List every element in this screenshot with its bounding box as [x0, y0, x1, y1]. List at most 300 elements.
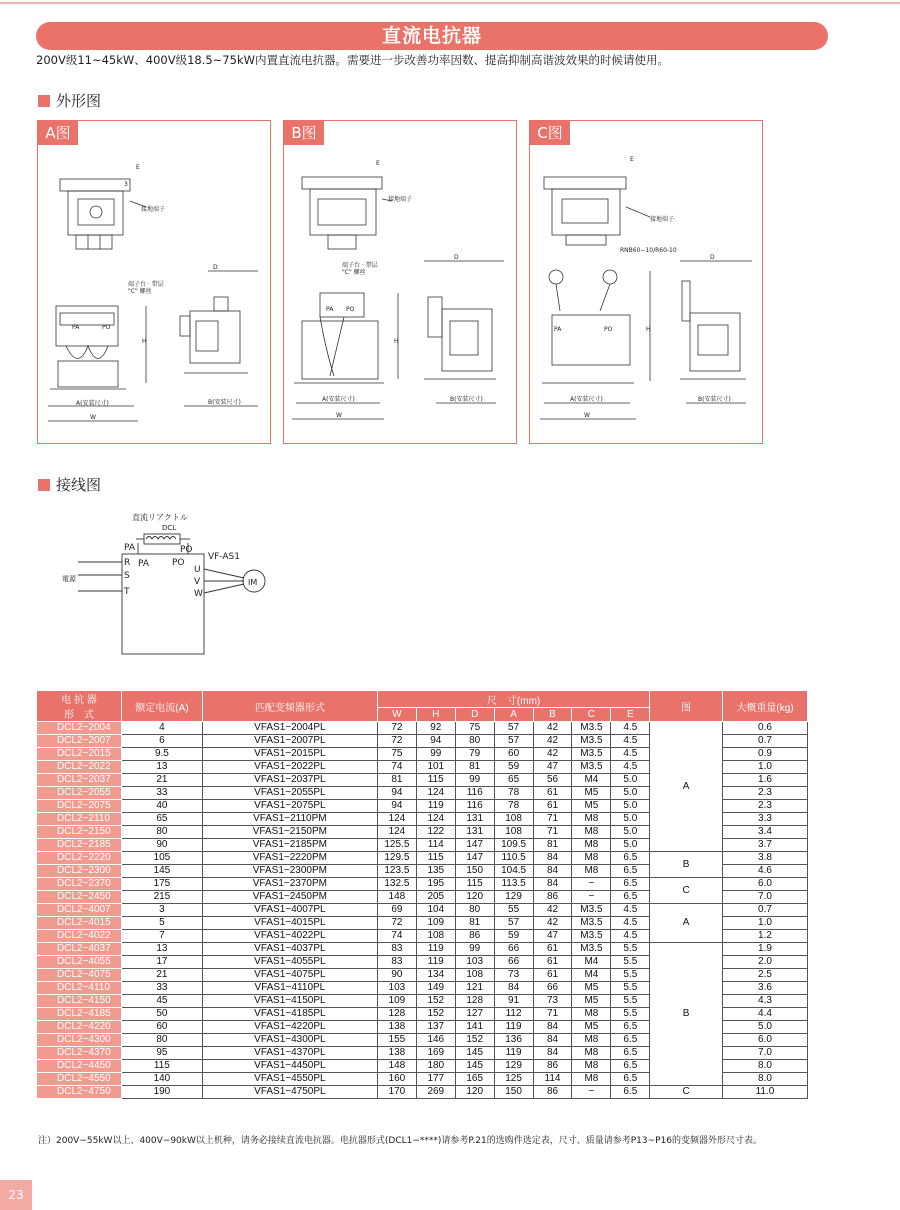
cell-current: 80 [121, 1034, 202, 1047]
cell-current: 13 [121, 943, 202, 956]
cell-dim-h: 94 [416, 735, 455, 748]
cell-inverter: VFAS1−2150PM [202, 826, 377, 839]
cell-dim-h: 119 [416, 943, 455, 956]
cell-figure: B [650, 943, 723, 1086]
cell-dim-c: M3.5 [572, 917, 611, 930]
cell-model: DCL2−2185 [37, 839, 122, 852]
table-row [37, 852, 808, 865]
svg-text:E: E [630, 156, 634, 163]
cell-inverter: VFAS1−4750PL [202, 1086, 377, 1099]
cell-dim-a: 65 [494, 774, 533, 787]
cell-dim-d: 116 [455, 800, 494, 813]
cell-weight: 7.0 [722, 1047, 807, 1060]
cell-dim-c: M3.5 [572, 748, 611, 761]
cell-model: DCL2−4750 [37, 1086, 122, 1099]
cell-dim-c: M8 [572, 1008, 611, 1021]
cell-dim-c: M3.5 [572, 930, 611, 943]
cell-dim-e: 5.5 [611, 982, 650, 995]
svg-text:端子台 · 带层: 端子台 · 带层 [128, 281, 164, 288]
col-header-dim-a: A [494, 708, 533, 722]
cell-dim-d: 147 [455, 852, 494, 865]
figure-panel-b [283, 120, 517, 444]
cell-dim-w: 109 [377, 995, 416, 1008]
cell-dim-e: 6.5 [611, 1073, 650, 1086]
col-header-weight: 大概重量(kg) [722, 691, 807, 722]
cell-model: DCL2−4550 [37, 1073, 122, 1086]
cell-dim-a: 108 [494, 813, 533, 826]
table-row [37, 943, 808, 956]
cell-current: 95 [121, 1047, 202, 1060]
square-bullet-icon [38, 479, 50, 491]
cell-dim-w: 148 [377, 1060, 416, 1073]
cell-dim-h: 115 [416, 774, 455, 787]
cell-dim-b: 84 [533, 1021, 572, 1034]
cell-dim-w: 124 [377, 826, 416, 839]
cell-current: 50 [121, 1008, 202, 1021]
svg-text:B(安装尺寸): B(安装尺寸) [450, 396, 483, 403]
svg-text:T: T [124, 587, 130, 597]
cell-inverter: VFAS1−2075PL [202, 800, 377, 813]
cell-dim-b: 84 [533, 865, 572, 878]
svg-text:PA: PA [138, 559, 150, 569]
cell-model: DCL2−4450 [37, 1060, 122, 1073]
svg-text:W: W [194, 589, 203, 599]
reactor-symbol [144, 534, 180, 544]
cell-dim-w: 148 [377, 891, 416, 904]
svg-text:D: D [454, 254, 459, 261]
cell-inverter: VFAS1−2037PL [202, 774, 377, 787]
cell-dim-b: 56 [533, 774, 572, 787]
cell-dim-e: 5.0 [611, 839, 650, 852]
cell-dim-h: 119 [416, 800, 455, 813]
cell-weight: 1.0 [722, 917, 807, 930]
cell-weight: 2.0 [722, 956, 807, 969]
cell-dim-h: 109 [416, 917, 455, 930]
cell-dim-c: M5 [572, 995, 611, 1008]
cell-dim-e: 5.0 [611, 774, 650, 787]
cell-dim-b: 47 [533, 761, 572, 774]
cell-dim-h: 114 [416, 839, 455, 852]
cell-model: DCL2−2007 [37, 735, 122, 748]
cell-inverter: VFAS1−4015PL [202, 917, 377, 930]
cell-model: DCL2−4055 [37, 956, 122, 969]
cell-dim-a: 110.5 [494, 852, 533, 865]
cell-weight: 3.7 [722, 839, 807, 852]
cell-weight: 0.6 [722, 722, 807, 735]
cell-inverter: VFAS1−4055PL [202, 956, 377, 969]
cell-model: DCL2−4185 [37, 1008, 122, 1021]
col-header-dim-w: W [377, 708, 416, 722]
reactor-outline-drawing-a [38, 121, 270, 443]
cell-dim-w: 83 [377, 956, 416, 969]
cell-dim-c: M3.5 [572, 943, 611, 956]
cell-dim-c: − [572, 878, 611, 891]
cell-dim-a: 112 [494, 1008, 533, 1021]
cell-inverter: VFAS1−2110PM [202, 813, 377, 826]
cell-dim-e: 6.5 [611, 865, 650, 878]
cell-dim-h: 152 [416, 1008, 455, 1021]
svg-text:S: S [124, 571, 130, 581]
col-header-figure: 图 [650, 691, 723, 722]
cell-dim-a: 78 [494, 787, 533, 800]
cell-model: DCL2−2022 [37, 761, 122, 774]
cell-dim-e: 5.5 [611, 1008, 650, 1021]
cell-dim-h: 269 [416, 1086, 455, 1099]
cell-dim-d: 108 [455, 969, 494, 982]
cell-dim-h: 124 [416, 813, 455, 826]
svg-text:R: R [124, 558, 131, 568]
cell-weight: 2.3 [722, 800, 807, 813]
cell-dim-h: 146 [416, 1034, 455, 1047]
cell-dim-a: 109.5 [494, 839, 533, 852]
cell-dim-a: 66 [494, 956, 533, 969]
cell-weight: 1.2 [722, 930, 807, 943]
svg-text:A(安装尺寸): A(安装尺寸) [570, 396, 603, 403]
cell-inverter: VFAS1−4007PL [202, 904, 377, 917]
wiring-heading-text: 接线图 [56, 476, 102, 494]
svg-text:"C" 螺丝: "C" 螺丝 [342, 269, 366, 276]
cell-dim-w: 138 [377, 1047, 416, 1060]
svg-text:D: D [710, 254, 715, 261]
cell-dim-w: 155 [377, 1034, 416, 1047]
cell-dim-c: M8 [572, 1047, 611, 1060]
cell-dim-b: 61 [533, 943, 572, 956]
cell-dim-b: 61 [533, 800, 572, 813]
wiring-section-heading [38, 474, 101, 495]
cell-weight: 6.0 [722, 1034, 807, 1047]
cell-dim-w: 83 [377, 943, 416, 956]
cell-dim-d: 86 [455, 930, 494, 943]
svg-text:PA: PA [554, 326, 562, 333]
cell-dim-a: 57 [494, 917, 533, 930]
cell-dim-d: 141 [455, 1021, 494, 1034]
cell-dim-a: 66 [494, 943, 533, 956]
cell-model: DCL2−2150 [37, 826, 122, 839]
square-bullet-icon [38, 95, 50, 107]
cell-dim-e: 6.5 [611, 891, 650, 904]
cell-dim-b: 42 [533, 904, 572, 917]
cell-dim-a: 129 [494, 891, 533, 904]
cell-dim-e: 5.0 [611, 813, 650, 826]
cell-dim-h: 101 [416, 761, 455, 774]
cell-weight: 7.0 [722, 891, 807, 904]
cell-dim-d: 115 [455, 878, 494, 891]
inverter-box [122, 554, 204, 654]
outline-section-heading [38, 90, 101, 111]
cell-dim-d: 165 [455, 1073, 494, 1086]
cell-dim-c: M3.5 [572, 735, 611, 748]
svg-text:PO: PO [102, 324, 111, 331]
cell-dim-d: 127 [455, 1008, 494, 1021]
cell-model: DCL2−4300 [37, 1034, 122, 1047]
cell-dim-b: 47 [533, 930, 572, 943]
svg-text:IM: IM [248, 578, 258, 587]
cell-model: DCL2−2004 [37, 722, 122, 735]
cell-model: DCL2−2300 [37, 865, 122, 878]
cell-dim-c: − [572, 1086, 611, 1099]
page-number: 23 [0, 1180, 32, 1210]
cell-dim-a: 59 [494, 761, 533, 774]
cell-dim-e: 5.0 [611, 800, 650, 813]
svg-text:PA: PA [124, 543, 136, 553]
cell-dim-a: 55 [494, 904, 533, 917]
cell-dim-d: 99 [455, 943, 494, 956]
svg-text:H: H [142, 338, 147, 345]
cell-model: DCL2−4075 [37, 969, 122, 982]
cell-dim-b: 42 [533, 748, 572, 761]
svg-text:A(安装尺寸): A(安装尺寸) [322, 396, 355, 403]
cell-weight: 6.0 [722, 878, 807, 891]
svg-text:E: E [136, 164, 140, 171]
figure-panel-c [529, 120, 763, 444]
cell-weight: 3.4 [722, 826, 807, 839]
svg-text:B(安装尺寸): B(安装尺寸) [698, 396, 731, 403]
svg-text:W: W [90, 414, 96, 421]
cell-dim-a: 125 [494, 1073, 533, 1086]
cell-dim-d: 99 [455, 774, 494, 787]
cell-model: DCL2−2055 [37, 787, 122, 800]
cell-model: DCL2−4150 [37, 995, 122, 1008]
table-row [37, 878, 808, 891]
cell-dim-e: 6.5 [611, 852, 650, 865]
cell-figure: B [650, 852, 723, 878]
cell-dim-d: 120 [455, 1086, 494, 1099]
cell-dim-w: 69 [377, 904, 416, 917]
cell-figure: A [650, 722, 723, 852]
svg-text:RNB60−10/R60-10: RNB60−10/R60-10 [620, 247, 677, 254]
cell-current: 5 [121, 917, 202, 930]
top-rule [0, 2, 900, 4]
cell-model: DCL2−4110 [37, 982, 122, 995]
cell-inverter: VFAS1−2022PL [202, 761, 377, 774]
svg-text:端子台 · 带层: 端子台 · 带层 [342, 262, 378, 269]
cell-dim-e: 6.5 [611, 1021, 650, 1034]
cell-dim-d: 152 [455, 1034, 494, 1047]
cell-inverter: VFAS1−4450PL [202, 1060, 377, 1073]
panel-tag: B图 [284, 121, 324, 145]
reactor-outline-drawing-b [284, 121, 516, 443]
cell-dim-a: 91 [494, 995, 533, 1008]
cell-dim-h: 119 [416, 956, 455, 969]
cell-weight: 8.0 [722, 1060, 807, 1073]
cell-dim-e: 5.5 [611, 995, 650, 1008]
svg-text:DCL: DCL [162, 524, 177, 532]
cell-inverter: VFAS1−4370PL [202, 1047, 377, 1060]
cell-dim-c: M4 [572, 956, 611, 969]
cell-current: 33 [121, 787, 202, 800]
cell-dim-a: 119 [494, 1047, 533, 1060]
cell-dim-b: 81 [533, 839, 572, 852]
cell-dim-d: 81 [455, 917, 494, 930]
cell-weight: 0.7 [722, 735, 807, 748]
cell-weight: 3.3 [722, 813, 807, 826]
cell-dim-d: 120 [455, 891, 494, 904]
cell-model: DCL2−4022 [37, 930, 122, 943]
cell-dim-w: 72 [377, 735, 416, 748]
cell-dim-a: 60 [494, 748, 533, 761]
cell-dim-b: 86 [533, 1086, 572, 1099]
cell-dim-w: 81 [377, 774, 416, 787]
cell-inverter: VFAS1−4022PL [202, 930, 377, 943]
cell-dim-h: 137 [416, 1021, 455, 1034]
cell-dim-c: M3.5 [572, 722, 611, 735]
spec-table [36, 690, 808, 1099]
cell-dim-c: M8 [572, 813, 611, 826]
cell-inverter: VFAS1−4185PL [202, 1008, 377, 1021]
cell-weight: 3.6 [722, 982, 807, 995]
cell-model: DCL2−4007 [37, 904, 122, 917]
cell-dim-h: 195 [416, 878, 455, 891]
svg-text:B(安装尺寸): B(安装尺寸) [208, 399, 241, 406]
cell-weight: 2.3 [722, 787, 807, 800]
power-label: 電源 [62, 575, 76, 583]
cell-dim-c: M5 [572, 787, 611, 800]
cell-dim-a: 73 [494, 969, 533, 982]
svg-text:W: W [584, 412, 590, 419]
cell-inverter: VFAS1−2055PL [202, 787, 377, 800]
cell-model: DCL2−4037 [37, 943, 122, 956]
cell-dim-a: 108 [494, 826, 533, 839]
cell-current: 17 [121, 956, 202, 969]
svg-text:接地端子: 接地端子 [388, 196, 413, 203]
svg-text:3: 3 [124, 181, 128, 188]
svg-text:PO: PO [172, 558, 185, 568]
cell-dim-c: M4 [572, 969, 611, 982]
cell-dim-b: 71 [533, 826, 572, 839]
cell-weight: 1.6 [722, 774, 807, 787]
cell-model: DCL2−2220 [37, 852, 122, 865]
cell-dim-e: 4.5 [611, 904, 650, 917]
cell-dim-a: 57 [494, 722, 533, 735]
cell-dim-b: 42 [533, 722, 572, 735]
cell-weight: 4.6 [722, 865, 807, 878]
cell-dim-c: M8 [572, 1034, 611, 1047]
cell-dim-c: M8 [572, 1073, 611, 1086]
cell-current: 3 [121, 904, 202, 917]
cell-dim-e: 6.5 [611, 1047, 650, 1060]
cell-inverter: VFAS1−2370PM [202, 878, 377, 891]
cell-current: 7 [121, 930, 202, 943]
svg-text:A(安装尺寸): A(安装尺寸) [76, 400, 109, 407]
cell-dim-e: 5.5 [611, 943, 650, 956]
cell-dim-e: 4.5 [611, 917, 650, 930]
cell-dim-c: M4 [572, 774, 611, 787]
page-title: 直流电抗器 [36, 22, 828, 50]
cell-dim-b: 66 [533, 982, 572, 995]
cell-current: 90 [121, 839, 202, 852]
cell-current: 175 [121, 878, 202, 891]
cell-dim-h: 152 [416, 995, 455, 1008]
svg-text:PA: PA [326, 306, 334, 313]
cell-current: 190 [121, 1086, 202, 1099]
cell-dim-d: 150 [455, 865, 494, 878]
cell-dim-b: 84 [533, 1047, 572, 1060]
cell-dim-e: 6.5 [611, 1086, 650, 1099]
cell-dim-b: 42 [533, 735, 572, 748]
cell-dim-w: 72 [377, 722, 416, 735]
cell-current: 215 [121, 891, 202, 904]
cell-dim-d: 145 [455, 1060, 494, 1073]
cell-dim-d: 81 [455, 761, 494, 774]
cell-dim-h: 134 [416, 969, 455, 982]
cell-weight: 0.9 [722, 748, 807, 761]
cell-current: 60 [121, 1021, 202, 1034]
cell-dim-w: 170 [377, 1086, 416, 1099]
cell-dim-a: 104.5 [494, 865, 533, 878]
footnote: 注）200V−55kW以上、400V−90kW以上机种，请务必接续直流电抗器。电抗器形式(DCL1−****)请参考P.21的选购件选定表，尺寸、质量请参考P13~P16的变频器外形尺寸表。 [38, 1136, 763, 1146]
svg-text:H: H [646, 326, 651, 333]
cell-dim-h: 99 [416, 748, 455, 761]
cell-dim-c: M8 [572, 1060, 611, 1073]
cell-inverter: VFAS1−2015PL [202, 748, 377, 761]
cell-inverter: VFAS1−4300PL [202, 1034, 377, 1047]
cell-dim-d: 121 [455, 982, 494, 995]
cell-current: 9.5 [121, 748, 202, 761]
cell-dim-d: 131 [455, 826, 494, 839]
cell-inverter: VFAS1−2300PM [202, 865, 377, 878]
cell-dim-w: 74 [377, 930, 416, 943]
svg-text:PO: PO [346, 306, 355, 313]
cell-dim-w: 160 [377, 1073, 416, 1086]
table-row [37, 904, 808, 917]
cell-dim-b: 84 [533, 878, 572, 891]
inverter-label: VF-AS1 [208, 552, 240, 562]
svg-text:PO: PO [180, 545, 193, 555]
cell-dim-e: 6.5 [611, 1034, 650, 1047]
cell-dim-h: 205 [416, 891, 455, 904]
cell-model: DCL2−2075 [37, 800, 122, 813]
cell-current: 140 [121, 1073, 202, 1086]
cell-dim-h: 122 [416, 826, 455, 839]
cell-dim-e: 5.0 [611, 787, 650, 800]
cell-dim-w: 103 [377, 982, 416, 995]
cell-dim-b: 61 [533, 956, 572, 969]
cell-model: DCL2−2015 [37, 748, 122, 761]
cell-current: 80 [121, 826, 202, 839]
cell-dim-h: 124 [416, 787, 455, 800]
svg-text:W: W [336, 412, 342, 419]
cell-dim-a: 57 [494, 735, 533, 748]
cell-figure: A [650, 904, 723, 943]
cell-dim-d: 145 [455, 1047, 494, 1060]
cell-dim-w: 94 [377, 800, 416, 813]
cell-dim-d: 79 [455, 748, 494, 761]
col-header-dim-e: E [611, 708, 650, 722]
cell-dim-b: 42 [533, 917, 572, 930]
cell-dim-a: 119 [494, 1021, 533, 1034]
cell-dim-c: M5 [572, 800, 611, 813]
cell-dim-a: 78 [494, 800, 533, 813]
cell-dim-h: 169 [416, 1047, 455, 1060]
cell-dim-c: M8 [572, 826, 611, 839]
cell-dim-h: 149 [416, 982, 455, 995]
cell-dim-d: 128 [455, 995, 494, 1008]
cell-dim-e: 6.5 [611, 878, 650, 891]
cell-dim-c: M5 [572, 1021, 611, 1034]
cell-dim-w: 132.5 [377, 878, 416, 891]
cell-weight: 1.0 [722, 761, 807, 774]
reactor-outline-drawing-c [530, 121, 762, 443]
cell-dim-w: 125.5 [377, 839, 416, 852]
cell-dim-c: M3.5 [572, 904, 611, 917]
intro-text: 200V级11~45kW、400V级18.5~75kW内置直流电抗器。需要进一步改善功率因数、提高抑制高谐波效果的时候请使用。 [36, 53, 669, 67]
wiring-diagram [58, 508, 288, 668]
cell-dim-a: 150 [494, 1086, 533, 1099]
cell-dim-h: 92 [416, 722, 455, 735]
cell-dim-c: M8 [572, 865, 611, 878]
svg-text:PA: PA [72, 324, 80, 331]
svg-text:V: V [194, 577, 201, 587]
